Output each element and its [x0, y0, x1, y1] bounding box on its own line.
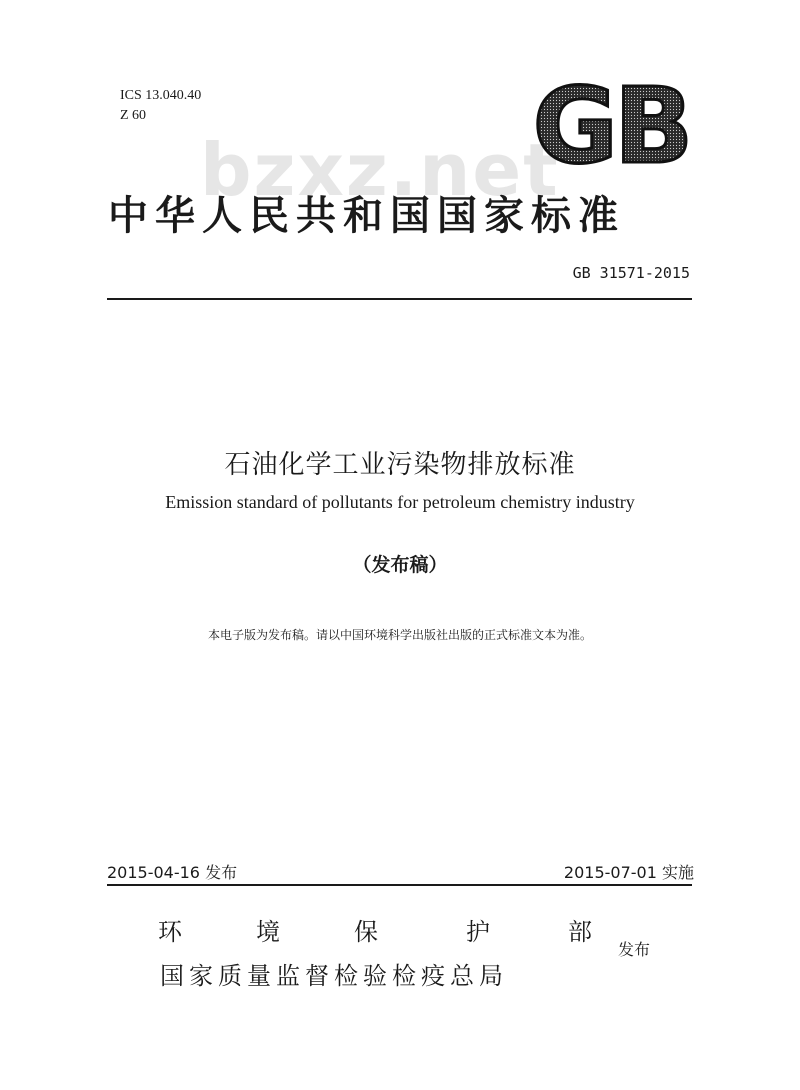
ics-code: ICS 13.040.40: [120, 88, 202, 103]
top-divider: [107, 298, 692, 300]
issuer-ministry-char: 境: [256, 918, 280, 946]
issuer-ministry-char: 部: [568, 918, 592, 946]
document-title-en: Emission standard of pollutants for petroleum chemistry industry: [165, 492, 635, 512]
classification-codes: [120, 86, 201, 126]
issuer-agency: 国家质量监督检验检疫总局: [160, 962, 508, 990]
issued-label: 发布: [618, 940, 651, 959]
class-code: Z 60: [120, 108, 147, 123]
implement-date: 2015-07-01 实施: [563, 863, 694, 882]
document-title-cn: 石油化学工业污染物排放标准: [224, 450, 576, 480]
issuer-ministry-char: 保: [354, 918, 378, 946]
bottom-divider: [107, 884, 692, 886]
issuer-ministry-char: 护: [466, 918, 490, 946]
standard-number: GB 31571-2015: [572, 264, 690, 282]
publish-date: 2015-04-16 发布: [107, 863, 238, 882]
national-standard-title: 中华人民共和国国家标准: [108, 193, 625, 239]
svg-text:GB: GB: [532, 78, 690, 170]
watermark: bzxz.net: [200, 128, 560, 212]
edition-note: 本电子版为发布稿。请以中国环境科学出版社出版的正式标准文本为准。: [207, 628, 592, 642]
draft-label: （发布稿）: [352, 554, 448, 576]
gb-logo: [528, 78, 694, 170]
issuer-ministry-char: 环: [158, 918, 182, 946]
